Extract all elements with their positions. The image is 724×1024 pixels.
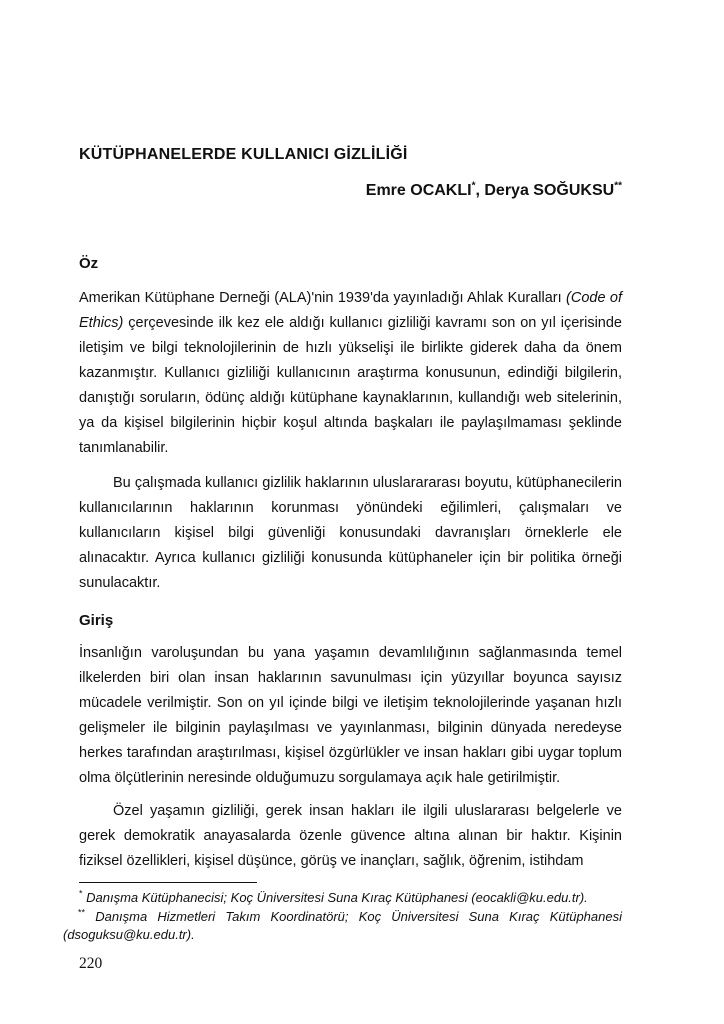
footnotes-block bbox=[63, 888, 622, 945]
footnote-2-marker: ** bbox=[78, 907, 86, 918]
authors-line bbox=[79, 181, 622, 201]
author-1-footnote-marker: * bbox=[471, 180, 476, 192]
page-number: 220 bbox=[79, 955, 103, 972]
introduction-paragraph-2: Özel yaşamın gizliliği, gerek insan hakları ile ilgili uluslararası belgelerle ve gerek demokratik anayasalarda özenle güvence altına alınan bir haktır. Kişinin fiziksel özellikleri, kişisel düşünce, görüş ve inançları, sağlık, öğrenim, istihdam bbox=[79, 803, 622, 869]
paper-title: KÜTÜPHANELERDE KULLANICI GİZLİLİĞİ bbox=[79, 146, 408, 163]
introduction-paragraph-1: İnsanlığın varoluşundan bu yana yaşamın devamlılığının sağlanmasında temel ilkelerden biri olan insan haklarının savunulması için yüzyıllar boyunca sayısız mücadele verilmiştir. Son on yıl içinde bilgi ve iletişim teknolojilerinde yaşanan hızlı gelişmeler ile bilginin paylaşılması ve yayınlanması, bilginin dünyada neredeyse herkes tarafından araştırılması, kişisel özgürlükler ve insan hakları gibi uygar toplum olma ölçütlerinin neresinde olduğumuzu sorgulamaya açık hale getirilmiştir. bbox=[79, 645, 622, 786]
footnote-1-text: Danışma Kütüphanecisi; Koç Üniversitesi Suna Kıraç Kütüphanesi (eocakli@ku.edu.tr). bbox=[82, 890, 588, 905]
abstract-p1-text-cont: çerçevesinde ilk kez ele aldığı kullanıcı gizliliği kavramı son on yıl içerisinde iletişim ve bilgi teknolojilerinin de hızlı yükselişi ile birlikte giderek daha da önem kazanmıştır. Kullanıcı gizliliği kullanıcının araştırma konusunun, edindiği bilgilerin, danıştığı soruların, ödünç aldığı kütüphane kaynaklarının, kullandığı web sitelerinin, ya da kişisel bilgilerinin hiçbir koşul altında başkaları ile paylaşılmaması şeklinde tanımlanabilir. bbox=[79, 315, 622, 456]
page-content bbox=[63, 145, 622, 945]
abstract-p1-italic-phrase: (Code of Ethics) bbox=[79, 290, 622, 331]
introduction-heading: Giriş bbox=[79, 612, 114, 629]
abstract-p1-text: Amerikan Kütüphane Derneği (ALA)'nin 1939'da yayınladığı Ahlak Kuralları bbox=[79, 290, 567, 306]
footnote-2 bbox=[63, 908, 622, 945]
footnote-1-marker: * bbox=[79, 888, 83, 899]
author-2-footnote-marker: ** bbox=[614, 180, 622, 192]
footnote-2-text: Danışma Hizmetleri Takım Koordinatörü; Koç Üniversitesi Suna Kıraç Kütüphanesi (dsoguksu@ku.edu.tr). bbox=[63, 908, 622, 942]
abstract-paragraph-1 bbox=[79, 286, 622, 461]
footnote-divider bbox=[79, 882, 257, 883]
author-1: Emre OCAKLI bbox=[365, 182, 472, 199]
authors-separator: , bbox=[475, 182, 485, 199]
abstract-heading: Öz bbox=[79, 255, 99, 272]
author-2: Derya SOĞUKSU bbox=[484, 182, 615, 199]
footnote-1 bbox=[79, 889, 622, 908]
abstract-paragraph-2: Bu çalışmada kullanıcı gizlilik haklarının uluslarararası boyutu, kütüphanecilerin kullanıcılarının haklarının korunması yönündeki eğilimleri, çalışmaları ve kullanıcıların kişisel bilgi güvenliği konusundaki davranışları örneklerle ele alınacaktır. Ayrıca kullanıcı gizliliği konusunda kütüphaneler için bir politika örneği sunulacaktır. bbox=[79, 475, 622, 591]
